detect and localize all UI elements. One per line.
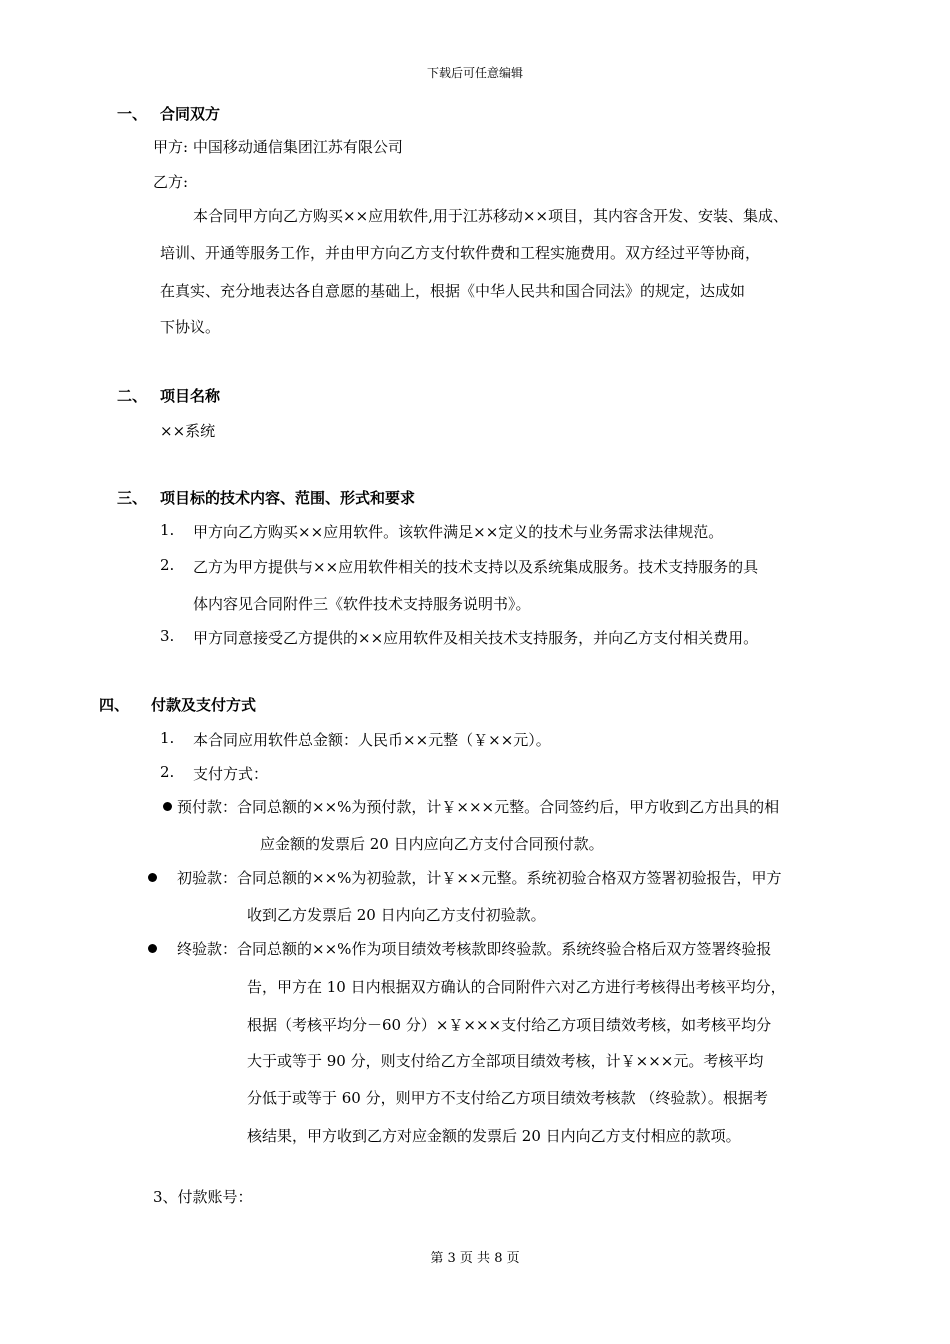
s3-item-2-number: 2. [160, 556, 175, 574]
section-3-number: 三、 [117, 489, 148, 507]
section-1-title: 合同双方 [160, 105, 221, 123]
bullet-icon [148, 944, 157, 953]
final-acceptance-line-4: 大于或等于 90 分，则支付给乙方全部项目绩效考核，计￥×××元。考核平均 [247, 1052, 764, 1070]
s3-item-3-text: 甲方同意接受乙方提供的××应用软件及相关技术支持服务，并向乙方支付相关费用。 [193, 629, 759, 647]
party-a: 甲方: 中国移动通信集团江苏有限公司 [153, 138, 403, 156]
project-name: ××系统 [160, 422, 216, 440]
party-b: 乙方: [153, 173, 189, 191]
final-acceptance-line-2: 告，甲方在 10 日内根据双方确认的合同附件六对乙方进行考核得出考核平均分， [247, 978, 786, 996]
s4-item-1-text: 本合同应用软件总金额：人民币××元整（￥××元）。 [193, 731, 551, 749]
s4-item-1-number: 1. [160, 729, 175, 747]
bullet-icon [148, 873, 157, 882]
initial-acceptance-line-2: 收到乙方发票后 20 日内向乙方支付初验款。 [247, 906, 546, 924]
final-acceptance-line-3: 根据（考核平均分－60 分）×￥×××支付给乙方项目绩效考核，如考核平均分 [247, 1016, 772, 1034]
prepayment-line-2: 应金额的发票后 20 日内应向乙方支付合同预付款。 [260, 835, 604, 853]
section-2-number: 二、 [117, 387, 148, 405]
page-footer: 第 3 页 共 8 页 [430, 1251, 520, 1266]
intro-line-1: 本合同甲方向乙方购买××应用软件,用于江苏移动××项目，其内容含开发、安装、集成、 [193, 207, 789, 225]
s3-item-2-text-line-1: 乙方为甲方提供与××应用软件相关的技术支持以及系统集成服务。技术支持服务的具 [193, 558, 759, 576]
bullet-icon [163, 802, 172, 811]
s3-item-3-number: 3. [160, 627, 175, 645]
prepayment-line-1: 预付款：合同总额的××%为预付款，计￥×××元整。合同签约后，甲方收到乙方出具的相 [177, 798, 780, 816]
final-acceptance-line-6: 核结果，甲方收到乙方对应金额的发票后 20 日内向乙方支付相应的款项。 [247, 1127, 741, 1145]
page-header: 下载后可任意编辑 [426, 66, 523, 80]
s3-item-1-text: 甲方向乙方购买××应用软件。该软件满足××定义的技术与业务需求法律规范。 [193, 523, 724, 541]
section-4-title: 付款及支付方式 [151, 696, 257, 714]
section-4-number: 四、 [99, 696, 130, 714]
section-2-title: 项目名称 [160, 387, 221, 405]
section-3-title: 项目标的技术内容、范围、形式和要求 [160, 489, 416, 507]
s4-item-2-number: 2. [160, 763, 175, 781]
s3-item-2-text-line-2: 体内容见合同附件三《软件技术支持服务说明书》。 [193, 595, 531, 613]
final-acceptance-line-5: 分低于或等于 60 分，则甲方不支付给乙方项目绩效考核款 （终验款）。根据考 [247, 1089, 768, 1107]
s4-item-2-text: 支付方式： [193, 765, 269, 783]
initial-acceptance-line-1: 初验款：合同总额的××%为初验款，计￥××元整。系统初验合格双方签署初验报告，甲方 [177, 869, 782, 887]
final-acceptance-line-1: 终验款：合同总额的××%作为项目绩效考核款即终验款。系统终验合格后双方签署终验报 [177, 940, 772, 958]
intro-line-4: 下协议。 [160, 318, 221, 336]
intro-line-3: 在真实、充分地表达各自意愿的基础上，根据《中华人民共和国合同法》的规定，达成如 [160, 282, 746, 300]
s3-item-1-number: 1. [160, 521, 175, 539]
intro-line-2: 培训、开通等服务工作，并由甲方向乙方支付软件费和工程实施费用。双方经过平等协商， [160, 244, 761, 262]
payment-account: 3、付款账号： [153, 1188, 253, 1206]
section-1-number: 一、 [117, 105, 148, 123]
